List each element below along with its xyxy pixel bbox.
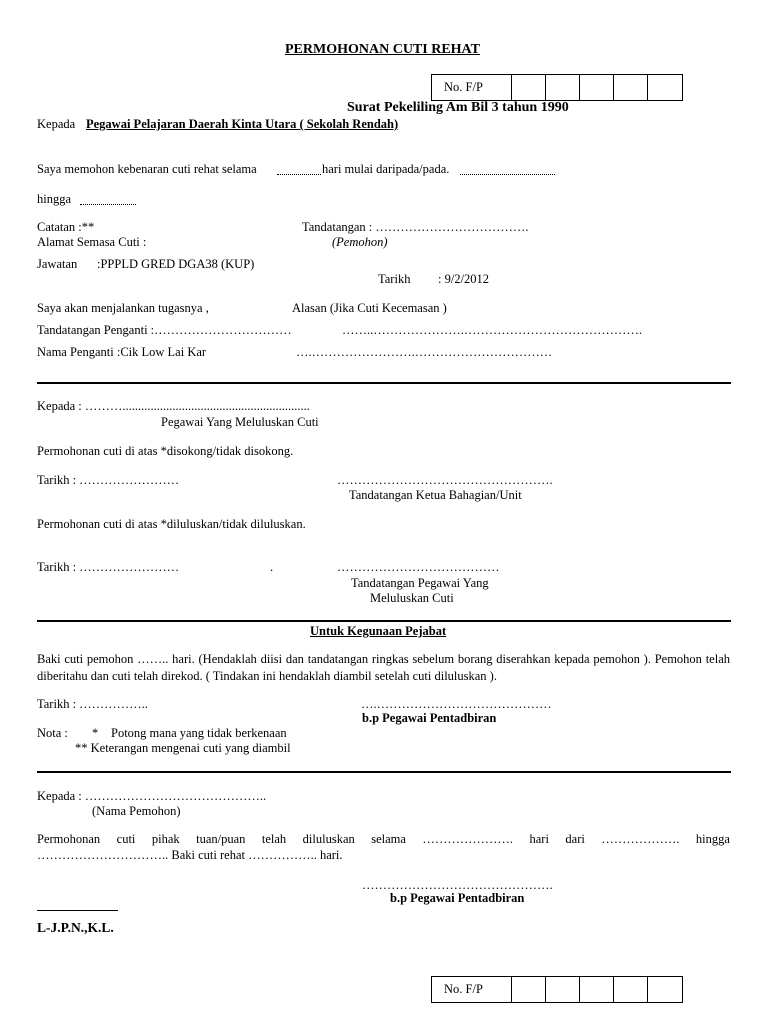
jawatan-value: :PPPLD GRED DGA38 (KUP) <box>97 257 255 271</box>
head-signature-caption: Tandatangan Ketua Bahagian/Unit <box>349 488 522 502</box>
catatan-label: Catatan :** <box>37 220 95 234</box>
section-divider <box>37 620 731 622</box>
tarikh-approval-line[interactable]: Tarikh : …………………… <box>37 560 180 574</box>
admin-signature-line[interactable]: ….…………………………………… <box>361 697 552 711</box>
jawatan-label: Jawatan <box>37 257 78 271</box>
fp-cell[interactable] <box>546 75 580 100</box>
applicant-name-caption: (Nama Pemohon) <box>92 804 181 818</box>
fp-cell[interactable] <box>614 75 648 100</box>
from-date-blank[interactable]: ………………. <box>601 832 680 846</box>
stray-dot: . <box>270 560 274 574</box>
fp-cell[interactable] <box>648 977 682 1002</box>
replacement-signature-line[interactable]: Tandatangan Penganti :…………………………… <box>37 323 292 337</box>
balance-line[interactable]: ………………………….. Baki cuti rehat …………….. hari. <box>37 848 343 862</box>
notice-word: dari <box>565 832 585 846</box>
days-approved-blank[interactable]: …………………. <box>422 832 514 846</box>
kepada-label: Kepada <box>37 117 76 131</box>
approver-signature-caption-2: Meluluskan Cuti <box>370 591 454 605</box>
kepada-applicant-line[interactable]: Kepada : …………………………………….. <box>37 789 267 803</box>
address-label: Alamat Semasa Cuti : <box>37 235 147 249</box>
fp-cell[interactable] <box>546 977 580 1002</box>
nota-item-2: ** Keterangan mengenai cuti yang diambil <box>75 741 291 755</box>
fp-cell[interactable] <box>580 75 614 100</box>
supported-statement: Permohonan cuti di atas *disokong/tidak disokong. <box>37 444 294 458</box>
notice-word: hingga <box>695 832 730 846</box>
reason-blank-1[interactable]: ……..………………….……………………………………. <box>342 323 642 337</box>
fp-label: No. F/P <box>432 977 512 1002</box>
approved-statement: Permohonan cuti di atas *diluluskan/tidak diluluskan. <box>37 517 306 531</box>
nota-asterisk: * <box>92 726 99 740</box>
approver-signature-line[interactable]: ………………………………… <box>337 560 500 574</box>
tarikh-label: Tarikh <box>378 272 411 286</box>
start-date-blank[interactable] <box>460 174 555 175</box>
admin-signature-caption: b.p Pegawai Pentadbiran <box>362 711 497 725</box>
office-use-paragraph: Baki cuti pemohon …….. hari. (Hendaklah diisi dan tandatangan ringkas sebelum borang diserahkan kepada pemohon ). Pemohon telah diberitahu dan cuti telah direkod. ( Tindakan ini hendaklah diambil setelah cuti diluluskan ). <box>37 652 730 683</box>
notice-word: diluluskan <box>302 832 355 846</box>
hingga-label: hingga <box>37 192 72 206</box>
head-signature-line[interactable]: ……………………………………………. <box>337 473 553 487</box>
pemohon-caption: (Pemohon) <box>332 235 388 249</box>
end-date-blank[interactable] <box>80 204 136 205</box>
fp-cell[interactable] <box>648 75 682 100</box>
notice-word: selama <box>371 832 406 846</box>
fp-label: No. F/P <box>432 75 512 100</box>
footer-rule <box>37 910 118 911</box>
notice-word: pihak <box>151 832 180 846</box>
fp-cell[interactable] <box>614 977 648 1002</box>
tarikh-support-line[interactable]: Tarikh : …………………… <box>37 473 180 487</box>
reason-blank-2[interactable]: ….…………………….…………………………… <box>296 345 553 359</box>
notice-word: tuan/puan <box>196 832 246 846</box>
start-date-text: hari mulai daripada/pada. <box>322 162 450 176</box>
notice-word: hari <box>529 832 549 846</box>
footer-reference: L-J.P.N.,K.L. <box>37 920 114 935</box>
admin-signature-line-2[interactable]: ………………………………………. <box>362 878 553 892</box>
section-divider <box>37 771 731 773</box>
fp-cell[interactable] <box>580 977 614 1002</box>
form-title: PERMOHONAN CUTI REHAT <box>285 42 480 57</box>
nota-item-1: Potong mana yang tidak berkenaan <box>111 726 287 740</box>
tarikh-office-line[interactable]: Tarikh : …………….. <box>37 697 148 711</box>
fp-number-box-top <box>431 74 683 101</box>
section-divider <box>37 382 731 384</box>
notice-word: telah <box>261 832 287 846</box>
circular-reference: Surat Pekeliling Am Bil 3 tahun 1990 <box>347 100 569 115</box>
kepada-approver-line[interactable]: Kepada : ………............................................................ <box>37 399 310 413</box>
duty-statement: Saya akan menjalankan tugasnya , <box>37 301 209 315</box>
approver-caption: Pegawai Yang Meluluskan Cuti <box>161 415 319 429</box>
applicant-signature-line[interactable]: Tandatangan : ………………………………. <box>302 220 529 234</box>
approval-notice-line <box>37 832 730 847</box>
days-blank[interactable] <box>277 174 321 175</box>
reason-label: Alasan (Jika Cuti Kecemasan ) <box>292 301 447 315</box>
approver-signature-caption: Tandatangan Pegawai Yang <box>351 576 489 590</box>
office-use-heading: Untuk Kegunaan Pejabat <box>310 624 447 638</box>
nota-label: Nota : <box>37 726 68 740</box>
fp-cell[interactable] <box>512 75 546 100</box>
fp-number-box-bottom <box>431 976 683 1003</box>
notice-word: Permohonan <box>37 832 101 846</box>
replacement-name: Nama Penganti :Cik Low Lai Kar <box>37 345 207 359</box>
leave-request-text: Saya memohon kebenaran cuti rehat selama <box>37 162 257 176</box>
notice-word: cuti <box>116 832 136 846</box>
tarikh-value: : 9/2/2012 <box>438 272 490 286</box>
kepada-recipient: Pegawai Pelajaran Daerah Kinta Utara ( Sekolah Rendah) <box>86 117 399 131</box>
admin-signature-caption-2: b.p Pegawai Pentadbiran <box>390 891 525 905</box>
fp-cell[interactable] <box>512 977 546 1002</box>
